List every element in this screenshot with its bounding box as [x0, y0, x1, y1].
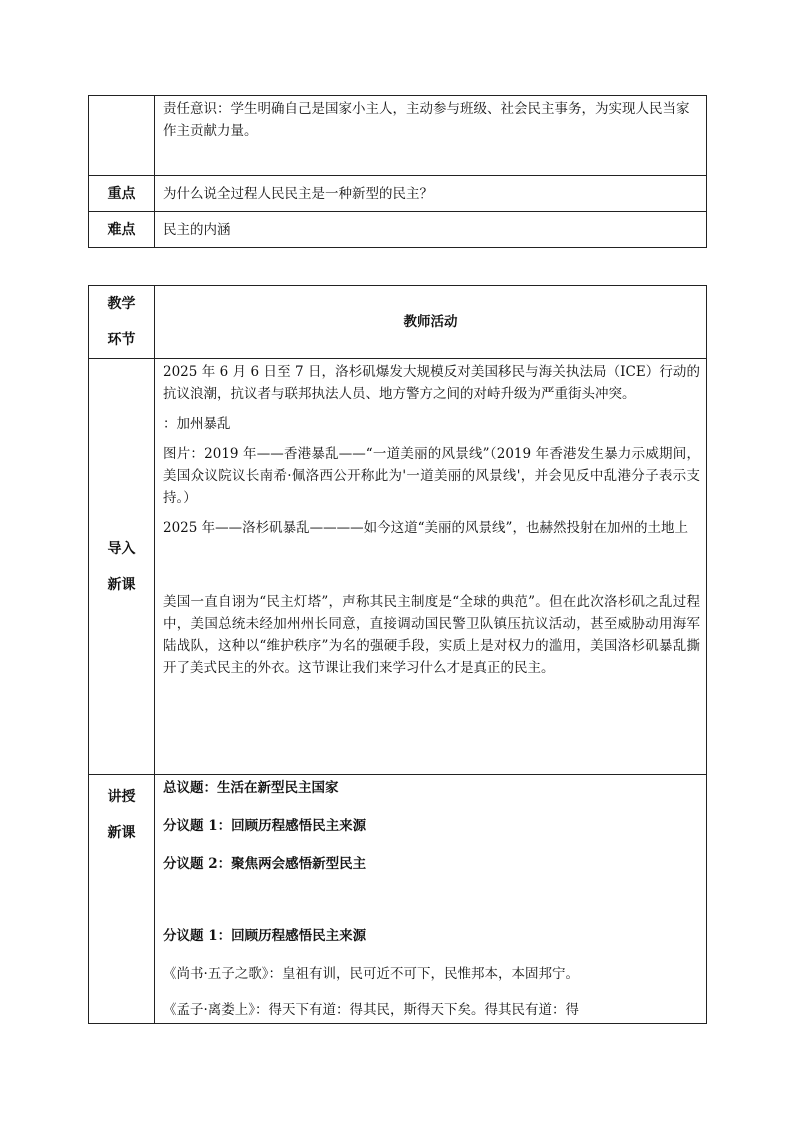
lecture-label-line-2: 新课 — [107, 825, 136, 841]
intro-paragraph-3: 图片：2019 年——香港暴乱——“一道美丽的风景线”（2019 年香港发生暴力示威期间，美国众议院议长南希·佩洛西公开称此为'一道美丽的风景线'，并会见反中乱港分子表示支持。） — [163, 446, 700, 506]
sub-topic-1-heading: 分议题 1：回顾历程感悟民主来源 — [163, 928, 367, 944]
sub-topic-2: 分议题 2：聚焦两会感悟新型民主 — [163, 856, 367, 872]
key-point-text: 为什么说全过程人民民主是一种新型的民主？ — [155, 176, 707, 212]
intro-paragraph-5: 美国一直自诩为“民主灯塔”，声称其民主制度是“全球的典范”。但在此次洛杉矶之乱过程中，美国总统未经加州州长同意，直接调动国民警卫队镇压抗议活动，甚至威胁动用海军陆战队，这种以“维护秩序”为名的强硬手段，实质上是对权力的滥用，美国洛杉矶暴乱撕开了美式民主的外衣。这节课让我们来学习什么才是真正的民主。 — [163, 594, 700, 676]
sub-topic-1: 分议题 1：回顾历程感悟民主来源 — [163, 818, 367, 834]
spacer — [163, 547, 700, 591]
key-point-label: 重点 — [89, 176, 155, 212]
quote-shangshu: 《尚书·五子之歌》：皇祖有训，民可近不可下，民惟邦本，本固邦宁。 — [163, 966, 580, 982]
spacer — [163, 891, 700, 925]
intro-label-cell — [89, 359, 155, 775]
lecture-label-line-1: 讲授 — [107, 789, 136, 805]
empty-label-cell — [89, 96, 155, 176]
activities-table — [88, 285, 707, 1024]
lecture-content — [155, 775, 707, 1024]
difficulty-text: 民主的内涵 — [155, 212, 707, 248]
stage-header-line-2: 环节 — [107, 332, 136, 348]
intro-label-line-2: 新课 — [107, 576, 136, 593]
stage-header-cell — [89, 286, 155, 359]
quote-mencius: 《孟子·离娄上》：得天下有道：得其民，斯得天下矣。得其民有道：得 — [163, 1002, 580, 1018]
intro-paragraph-2: ：加州暴乱 — [163, 416, 231, 432]
teacher-activity-header: 教师活动 — [155, 286, 707, 359]
difficulty-label: 难点 — [89, 212, 155, 248]
main-topic: 总议题：生活在新型民主国家 — [163, 780, 339, 796]
intro-content — [155, 359, 707, 775]
stage-header-line-1: 教学 — [107, 296, 136, 312]
lecture-label-cell — [89, 775, 155, 1024]
responsibility-text: 责任意识：学生明确自己是国家小主人，主动参与班级、社会民主事务，为实现人民当家作主贡献力量。 — [155, 96, 707, 176]
intro-label-line-1: 导入 — [107, 540, 136, 557]
intro-paragraph-4: 2025 年——洛杉矶暴乱————如今这道“美丽的风景线”，也赫然投射在加州的土地上 — [163, 520, 688, 536]
objectives-table — [88, 95, 707, 248]
intro-paragraph-1: 2025 年 6 月 6 日至 7 日，洛杉矶爆发大规模反对美国移民与海关执法局（ICE）行动的抗议浪潮，抗议者与联邦执法人员、地方警方之间的对峙升级为严重街头冲突。 — [163, 364, 700, 402]
